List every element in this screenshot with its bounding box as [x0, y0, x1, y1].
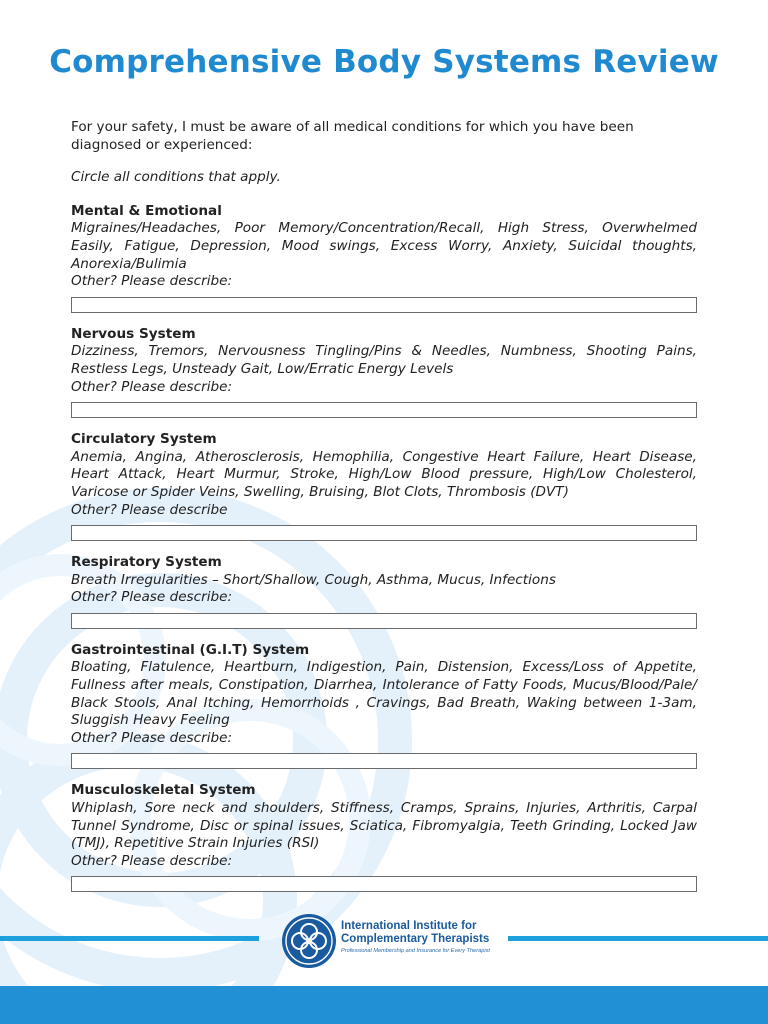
other-label: Other? Please describe:: [71, 852, 233, 869]
section-title: Nervous System: [71, 325, 196, 342]
organization-logo-text: [341, 920, 511, 954]
other-describe-field[interactable]: [71, 613, 697, 629]
section-title: Circulatory System: [71, 431, 217, 448]
condition-list[interactable]: Dizziness, Tremors, Nervousness Tingling/Pins & Needles, Numbness, Shooting Pains, Restless Legs, Unsteady Gait, Low/Erratic Energy Levels: [71, 343, 697, 377]
other-describe-field[interactable]: [71, 876, 697, 892]
other-label: Other? Please describe:: [71, 273, 233, 290]
bottom-color-band: [0, 986, 768, 1024]
footer-divider-right: [508, 936, 768, 941]
other-label: Other? Please describe:: [71, 589, 233, 606]
instruction-text: Circle all conditions that apply.: [71, 169, 281, 186]
footer: [0, 906, 768, 986]
intro-text: For your safety, I must be aware of all medical conditions for which you have been diagnosed or experienced:: [71, 119, 634, 153]
section-circulatory-system: [71, 431, 697, 541]
other-label: Other? Please describe:: [71, 378, 233, 395]
logo-tagline: Professional Membership and Insurance for Every Therapist: [341, 948, 490, 954]
page-title: Comprehensive Body Systems Review: [49, 44, 719, 80]
other-describe-field[interactable]: [71, 297, 697, 313]
other-describe-field[interactable]: [71, 753, 697, 769]
condition-list[interactable]: Whiplash, Sore neck and shoulders, Stiffness, Cramps, Sprains, Injuries, Arthritis, Carpal Tunnel Syndrome, Disc or spinal issues, Sciatica, Fibromyalgia, Teeth Grinding, Locked Jaw (TMJ), Repetitive Strain Injuries (RSI): [71, 800, 697, 852]
section-title: Gastrointestinal (G.I.T) System: [71, 641, 310, 658]
iict-knot-logo-icon: [280, 912, 338, 970]
other-label: Other? Please describe:: [71, 729, 233, 746]
other-describe-field[interactable]: [71, 402, 697, 418]
section-gastrointestinal-system: [71, 642, 697, 770]
form-body: [71, 119, 697, 905]
footer-divider-left: [0, 936, 259, 941]
section-title: Respiratory System: [71, 554, 222, 571]
logo-line-2: Complementary Therapists: [341, 933, 490, 945]
condition-list[interactable]: Breath Irregularities – Short/Shallow, Cough, Asthma, Mucus, Infections: [71, 571, 556, 588]
logo-line-1: International Institute for: [341, 920, 477, 932]
section-title: Musculoskeletal System: [71, 782, 256, 799]
condition-list[interactable]: Anemia, Angina, Atherosclerosis, Hemophilia, Congestive Heart Failure, Heart Disease, Heart Attack, Heart Murmur, Stroke, High/Low Blood pressure, High/Low Cholesterol, Varicose or Spider Veins, Swelling, Bruising, Blot Clots, Thrombosis (DVT): [71, 448, 697, 500]
condition-list[interactable]: Migraines/Headaches, Poor Memory/Concentration/Recall, High Stress, Overwhelmed Easily, Fatigue, Depression, Mood swings, Excess Worry, Anxiety, Suicidal thoughts, Anorexia/Bulimia: [71, 220, 697, 272]
other-label: Other? Please describe: [71, 501, 228, 518]
other-describe-field[interactable]: [71, 525, 697, 541]
condition-list[interactable]: Bloating, Flatulence, Heartburn, Indigestion, Pain, Distension, Excess/Loss of Appetite, Fullness after meals, Constipation, Diarrhea, Intolerance of Fatty Foods, Mucus/Blood/Pale/ Black Stools, Anal Itching, Hemorrhoids , Cravings, Bad Breath, Waking between 1-3am, Sluggish Heavy Feeling: [71, 659, 697, 729]
section-respiratory-system: [71, 554, 697, 629]
section-mental-emotional: [71, 203, 697, 313]
section-musculoskeletal-system: [71, 782, 697, 892]
section-title: Mental & Emotional: [71, 202, 222, 219]
section-nervous-system: [71, 326, 697, 418]
